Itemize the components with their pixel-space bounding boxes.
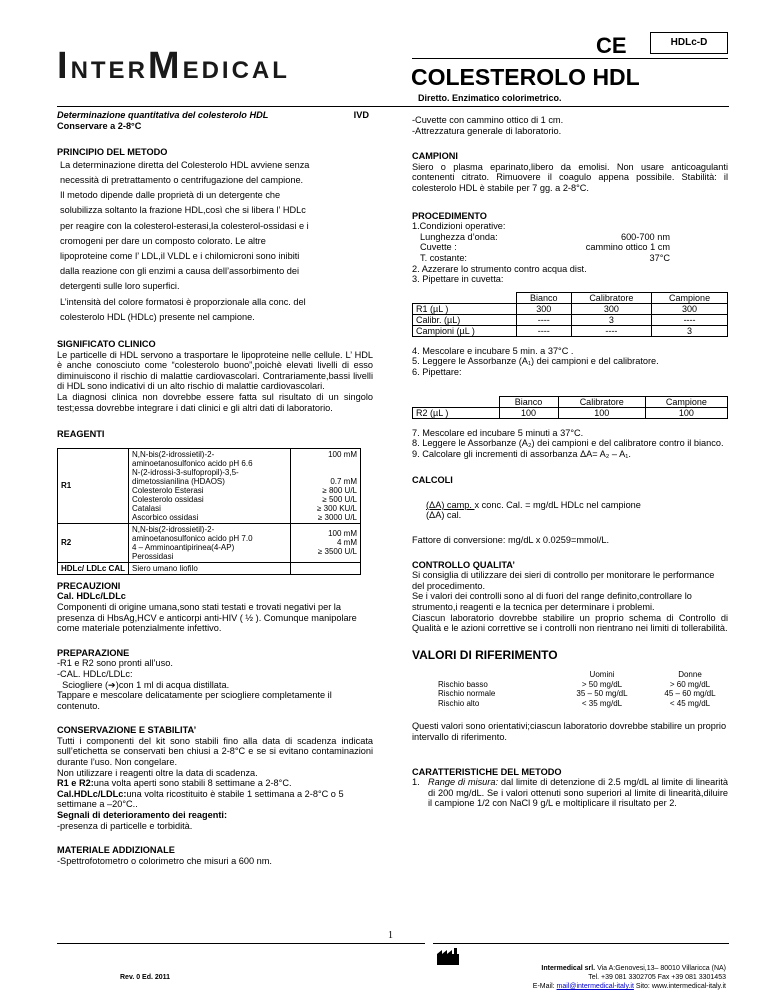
table-cell: 100 bbox=[499, 407, 558, 418]
page-subtitle: Diretto. Enzimatico colorimetrico. bbox=[418, 93, 562, 103]
conservazione-text: Tutti i componenti del kit sono stabili fino alla data di scadenza indicata sull’etichetta se conservati ben chiusi a 2-8°C e se si evitano contaminazioni durante l’uso. Non congelare. bbox=[57, 735, 373, 768]
principio-line: detergenti sulle loro superfici. bbox=[60, 281, 180, 292]
logo-letter-m: M bbox=[147, 45, 183, 87]
significato-text-2: La diagnosi clinica non dovrebbe essere fatta sul risultato di un singolo test;essa dovrebbe integrare i dati clinici e gli altri dati di laboratorio. bbox=[57, 391, 373, 413]
section-significato-title: SIGNIFICATO CLINICO bbox=[57, 339, 156, 350]
table-cell: Campioni (µL ) bbox=[413, 325, 517, 336]
company-name: Intermedical srl. bbox=[541, 965, 596, 972]
preparazione-line: -CAL. HDLc/LDLc: bbox=[57, 668, 133, 679]
section-precauzioni-title: PRECAUZIONI bbox=[57, 580, 121, 591]
page-number: 1 bbox=[388, 930, 393, 941]
condition-label: Cuvette : bbox=[420, 242, 457, 253]
ivd-label: IVD bbox=[353, 110, 369, 120]
reference-value: 35 – 50 mg/dL bbox=[576, 689, 628, 699]
procedimento-step: 6. Pipettare: bbox=[412, 366, 462, 377]
table-row bbox=[413, 396, 728, 407]
page-title: COLESTEROLO HDL bbox=[411, 64, 640, 90]
company-phone: Tel. +39 081 3302705 Fax +39 081 3301453 bbox=[588, 974, 726, 981]
caratteristica-text bbox=[428, 777, 728, 809]
significato-text: Le particelle di HDL servono a trasportare le lipoproteine nelle cellule. L’ HDL è anche conosciuto come “colesterolo buono”,poichè elevati livelli di esso diminuiscono il rischio di malattie cardiovascolari. Contrariamente,bassi livelli di HDL sono indicativi di un alto rischio di malattie cardiovascolari. bbox=[57, 349, 373, 392]
list-number: 1. bbox=[412, 777, 420, 788]
section-caratteristiche-title: CARATTERISTICHE DEL METODO bbox=[412, 766, 562, 777]
segnali-title: Segnali di deterioramento dei reagenti: bbox=[57, 810, 228, 821]
reference-value: 45 – 60 mg/dL bbox=[664, 689, 716, 699]
condition-value: 37°C bbox=[649, 252, 670, 263]
table-cell: R1 (µL ) bbox=[413, 303, 517, 314]
reference-value: < 45 mg/dL bbox=[669, 698, 711, 708]
formula-denominator: (ΔA) cal. bbox=[426, 510, 462, 521]
company-info bbox=[533, 964, 726, 991]
pipetting-table-1 bbox=[412, 292, 728, 337]
condition-value: cammino ottico 1 cm bbox=[585, 242, 670, 253]
table-cell: 3 bbox=[571, 314, 652, 325]
header-divider bbox=[412, 58, 728, 59]
table-cell bbox=[438, 670, 558, 680]
materiale-text: -Spettrofotometro o colorimetro che misuri a 600 nm. bbox=[57, 855, 272, 866]
email-link[interactable]: mail@intermedical-italy.it bbox=[556, 983, 634, 990]
reagent-items: N,N-bis(2-idrossietil)-2- aminoetanosulfonico acido pH 7.0 4 – Amminoantipirinea(4-AP) Perossidasi bbox=[129, 523, 291, 562]
reagent-row-cal bbox=[58, 562, 361, 574]
conservazione-r bbox=[57, 778, 373, 789]
manufacturer-icon bbox=[436, 948, 460, 971]
section-valori-title: VALORI DI RIFERIMENTO bbox=[412, 647, 558, 662]
preparazione-line: Tappare e mescolare delicatamente per sciogliere completamente il contenuto. bbox=[57, 690, 332, 711]
preparazione-line: Sciogliere (➔)con 1 ml di acqua distillata. bbox=[57, 679, 230, 690]
reagent-values: 100 mM 0.7 mM ≥ 800 U/L ≥ 500 U/L ≥ 300 KU/L ≥ 3000 U/L bbox=[291, 448, 361, 523]
reagent-items: N,N-bis(2-idrossietil)-2- aminoetanosulfonico acido pH 6.6 N-(2-idrossi-3-sulfopropil)-3,5- dimetossianilina (HDAOS) Colesterolo Esterasi Colesterolo ossidasi Catalasi Ascorbico ossidasi bbox=[129, 448, 291, 523]
ce-mark-icon: CE bbox=[596, 33, 627, 58]
right-column bbox=[412, 115, 728, 809]
table-header: Campione bbox=[652, 292, 728, 303]
table-row bbox=[413, 292, 728, 303]
segnali-text: -presenza di particelle e torbidità. bbox=[57, 820, 193, 831]
principio-line: cromogeni per dare un composto colorato. Le altre bbox=[60, 235, 266, 246]
reagent-row-r1 bbox=[58, 448, 361, 523]
principio-line: La determinazione diretta del Colesterolo HDL avviene senza bbox=[60, 159, 310, 170]
revision: Rev. 0 Ed. 2011 bbox=[120, 974, 171, 981]
table-header: Bianco bbox=[499, 396, 558, 407]
table-cell: 300 bbox=[652, 303, 728, 314]
controllo-text-3: Ciascun laboratorio dovrebbe stabilire un proprio schema di Controllo di Qualità e le azioni correttive se i controlli non rientrano nei limiti di tollerabilità. bbox=[412, 612, 728, 634]
table-cell: R2 (µL ) bbox=[413, 407, 500, 418]
reference-values bbox=[412, 670, 728, 708]
email-label: E-Mail: bbox=[532, 983, 557, 990]
principio-line: lipoproteine come l’ LDL,il VLDL e i chilomicroni sono inibiti bbox=[60, 251, 300, 261]
reagent-values: 100 mM 4 mM ≥ 3500 U/L bbox=[291, 523, 361, 562]
website: Sito: www.intermedical-italy.it bbox=[633, 983, 726, 990]
table-cell: ---- bbox=[517, 314, 572, 325]
materiale-line: -Attrezzatura generale di laboratorio. bbox=[412, 125, 562, 136]
principio-text bbox=[57, 158, 373, 325]
table-cell: Calibr. (µL) bbox=[413, 314, 517, 325]
reagent-items: Siero umano liofilo bbox=[129, 562, 291, 574]
caratteristica-body: dal limite di detenzione di 2.5 mg/dL al limite di linearità di 200 mg/dL. Se i valori ottenuti sono superiori al limite di linearità,diluire il campione 1/2 con NaCl 9 g/L e moltiplicare il risultato per 2. bbox=[428, 777, 728, 809]
reference-label: Rischio normale bbox=[438, 689, 496, 699]
procedimento-step: 3. Pipettare in cuvetta: bbox=[412, 274, 504, 285]
procedimento-step: 5. Leggere le Assorbanze (A₁) dei campioni e del calibratore. bbox=[412, 356, 659, 367]
table-cell: 3 bbox=[652, 325, 728, 336]
table-row bbox=[413, 303, 728, 314]
section-reagenti-title: REAGENTI bbox=[57, 429, 105, 440]
procedimento-step: 7. Mescolare ed incubare 5 minuti a 37°C. bbox=[412, 427, 584, 438]
section-procedimento-title: PROCEDIMENTO bbox=[412, 210, 487, 221]
section-controllo-title: CONTROLLO QUALITA’ bbox=[412, 559, 515, 570]
table-cell: 100 bbox=[645, 407, 727, 418]
storage-note: Conservare a 2-8°C bbox=[57, 120, 142, 131]
condition-cuvette bbox=[412, 242, 670, 253]
table-header: Calibratore bbox=[558, 396, 645, 407]
conversion-factor: Fattore di conversione: mg/dL x 0.0259=mmol/L. bbox=[412, 535, 610, 546]
preparazione-line: -R1 e R2 sono pronti all’uso. bbox=[57, 658, 173, 669]
campioni-text: Siero o plasma eparinato,libero da emolisi. Non usare anticoagulanti contenenti citrato. Rimuovere il coagulo appena possibile. Stabilità: il colesterolo HDL è stabile per 7 gg. a 2-8°C. bbox=[412, 161, 728, 193]
logo-text-edical: EDICAL bbox=[182, 57, 290, 84]
controllo-text: Si consiglia di utilizzare dei sieri di controllo per monitorare le performance del procedimento. bbox=[412, 570, 715, 591]
principio-line: necessità di pretrattamento o centrifugazione del campione. bbox=[60, 174, 304, 185]
table-cell bbox=[413, 396, 500, 407]
company-address: Via A:Genovesi,13– 80010 Villaricca (NA) bbox=[595, 965, 726, 972]
table-cell: 100 bbox=[558, 407, 645, 418]
title-divider bbox=[57, 106, 729, 107]
reagent-label: R1 bbox=[58, 448, 129, 523]
controllo-text-2: Se i valori dei controlli sono al di fuori del range definito,controllare lo strumento,i reagenti e la tecnica per determinare i problemi. bbox=[412, 591, 692, 613]
section-campioni-title: CAMPIONI bbox=[412, 151, 458, 162]
footer-divider-gap bbox=[425, 940, 433, 952]
reference-value: > 50 mg/dL bbox=[581, 679, 623, 689]
materiale-line: -Cuvette con cammino ottico di 1 cm. bbox=[412, 115, 564, 125]
table-cell: ---- bbox=[517, 325, 572, 336]
reagent-row-r2 bbox=[58, 523, 361, 562]
conservazione-r-label: R1 e R2: bbox=[57, 778, 94, 789]
table-header: Campione bbox=[645, 396, 727, 407]
precauzioni-text: Componenti di origine umana,sono stati testati e trovati negativi per la presenza di HbsAg,HCV e anticorpi anti-HIV ( ½ ). Comunque manipolare come materiale potenzialmente infettivo. bbox=[57, 601, 357, 634]
reference-label: Rischio alto bbox=[438, 698, 480, 708]
principio-line: colesterolo HDL (HDLc) presente nel campione. bbox=[60, 311, 255, 322]
principio-line: solubilizza soltanto la frazione HDL,così che si libera l’ HDLc bbox=[60, 205, 306, 216]
reagents-table bbox=[57, 448, 361, 575]
principio-line: per reagire con la colesterol-esterasi,la colesterol-ossidasi e i bbox=[60, 220, 309, 231]
table-cell: 300 bbox=[571, 303, 652, 314]
section-principio-title: PRINCIPIO DEL METODO bbox=[57, 147, 168, 158]
condition-label: Lunghezza d’onda: bbox=[420, 231, 498, 242]
conservazione-cal-label: Cal.HDLc/LDLc: bbox=[57, 788, 127, 799]
logo-letter-i: I bbox=[57, 45, 71, 87]
procedimento-step: 2. Azzerare lo strumento contro acqua dist. bbox=[412, 263, 587, 274]
principio-line: dalla reazione con gli enzimi a causa dell’assorbimento dei bbox=[60, 266, 300, 277]
section-preparazione-title: PREPARAZIONE bbox=[57, 647, 130, 658]
table-header: Bianco bbox=[517, 292, 572, 303]
procedimento-step: 1.Condizioni operative: bbox=[412, 221, 506, 232]
reference-value: > 60 mg/dL bbox=[669, 679, 711, 689]
table-cell: ---- bbox=[571, 325, 652, 336]
column-header-donne: Donne bbox=[678, 670, 702, 680]
reference-value: < 35 mg/dL bbox=[581, 698, 623, 708]
table-cell bbox=[413, 292, 517, 303]
procedimento-step: 8. Leggere le Assorbanze (A₂) dei campioni e del calibratore contro il bianco. bbox=[412, 438, 724, 449]
table-cell: ---- bbox=[652, 314, 728, 325]
pipetting-table-2 bbox=[412, 396, 728, 419]
reference-label: Rischio basso bbox=[438, 679, 488, 689]
conservazione-cal bbox=[57, 789, 373, 810]
conservazione-r-text: una volta aperti sono stabili 8 settimane a 2-8°C. bbox=[93, 778, 292, 789]
procedimento-step: 9. Calcolare gli incrementi di assorbanza ΔA= A₂ – A₁. bbox=[412, 448, 631, 459]
table-row bbox=[413, 407, 728, 418]
caratteristica-item bbox=[412, 777, 728, 809]
conservazione-text-2: Non utilizzare i reagenti oltre la data di scadenza. bbox=[57, 767, 258, 778]
reagent-values bbox=[291, 562, 361, 574]
formula-rest: x conc. Cal. = mg/dL HDLc nel campione bbox=[474, 499, 641, 510]
formula-numerator: (ΔA) camp. bbox=[426, 499, 475, 510]
precauzioni-subtitle: Cal. HDLc/LDLc bbox=[57, 591, 126, 602]
table-header: Calibratore bbox=[571, 292, 652, 303]
section-calcoli-title: CALCOLI bbox=[412, 475, 453, 486]
condition-value: 600-700 nm bbox=[620, 231, 670, 242]
principio-line: Il metodo dipende dalle proprietà di un detergente che bbox=[60, 190, 281, 201]
condition-wavelength bbox=[412, 232, 670, 243]
product-code: HDLc-D bbox=[650, 32, 728, 54]
condition-temperature bbox=[412, 253, 670, 264]
left-column bbox=[57, 110, 373, 866]
company-logo bbox=[57, 45, 290, 88]
table-row bbox=[413, 325, 728, 336]
conservazione-cal-text: una volta ricostituito è stabile 1 settimana a 2-8°C o 5 settimane a –20°C.. bbox=[57, 788, 344, 810]
reagent-label: R2 bbox=[58, 523, 129, 562]
valori-note: Questi valori sono orientativi;ciascun laboratorio dovrebbe stabilire un proprio intervallo di riferimento. bbox=[412, 721, 727, 742]
footer-divider bbox=[57, 943, 729, 944]
intro-line: Determinazione quantitativa del colesterolo HDL bbox=[57, 110, 269, 120]
table-cell: 300 bbox=[517, 303, 572, 314]
principio-line: L’intensità del colore formatosi è proporzionale alla conc. del bbox=[60, 296, 306, 307]
caratteristica-label: Range di misura: bbox=[428, 777, 499, 788]
condition-label: T. costante: bbox=[420, 252, 467, 263]
column-header-uomini: Uomini bbox=[589, 670, 615, 680]
calcoli-formula bbox=[412, 500, 728, 511]
section-materiale-title: MATERIALE ADDIZIONALE bbox=[57, 845, 175, 856]
logo-text-nter: NTER bbox=[70, 57, 148, 84]
reagent-label: HDLc/ LDLc CAL bbox=[58, 562, 129, 574]
procedimento-step: 4. Mescolare e incubare 5 min. a 37°C . bbox=[412, 345, 574, 356]
table-row bbox=[413, 314, 728, 325]
section-conservazione-title: CONSERVAZIONE E STABILITA’ bbox=[57, 725, 197, 736]
